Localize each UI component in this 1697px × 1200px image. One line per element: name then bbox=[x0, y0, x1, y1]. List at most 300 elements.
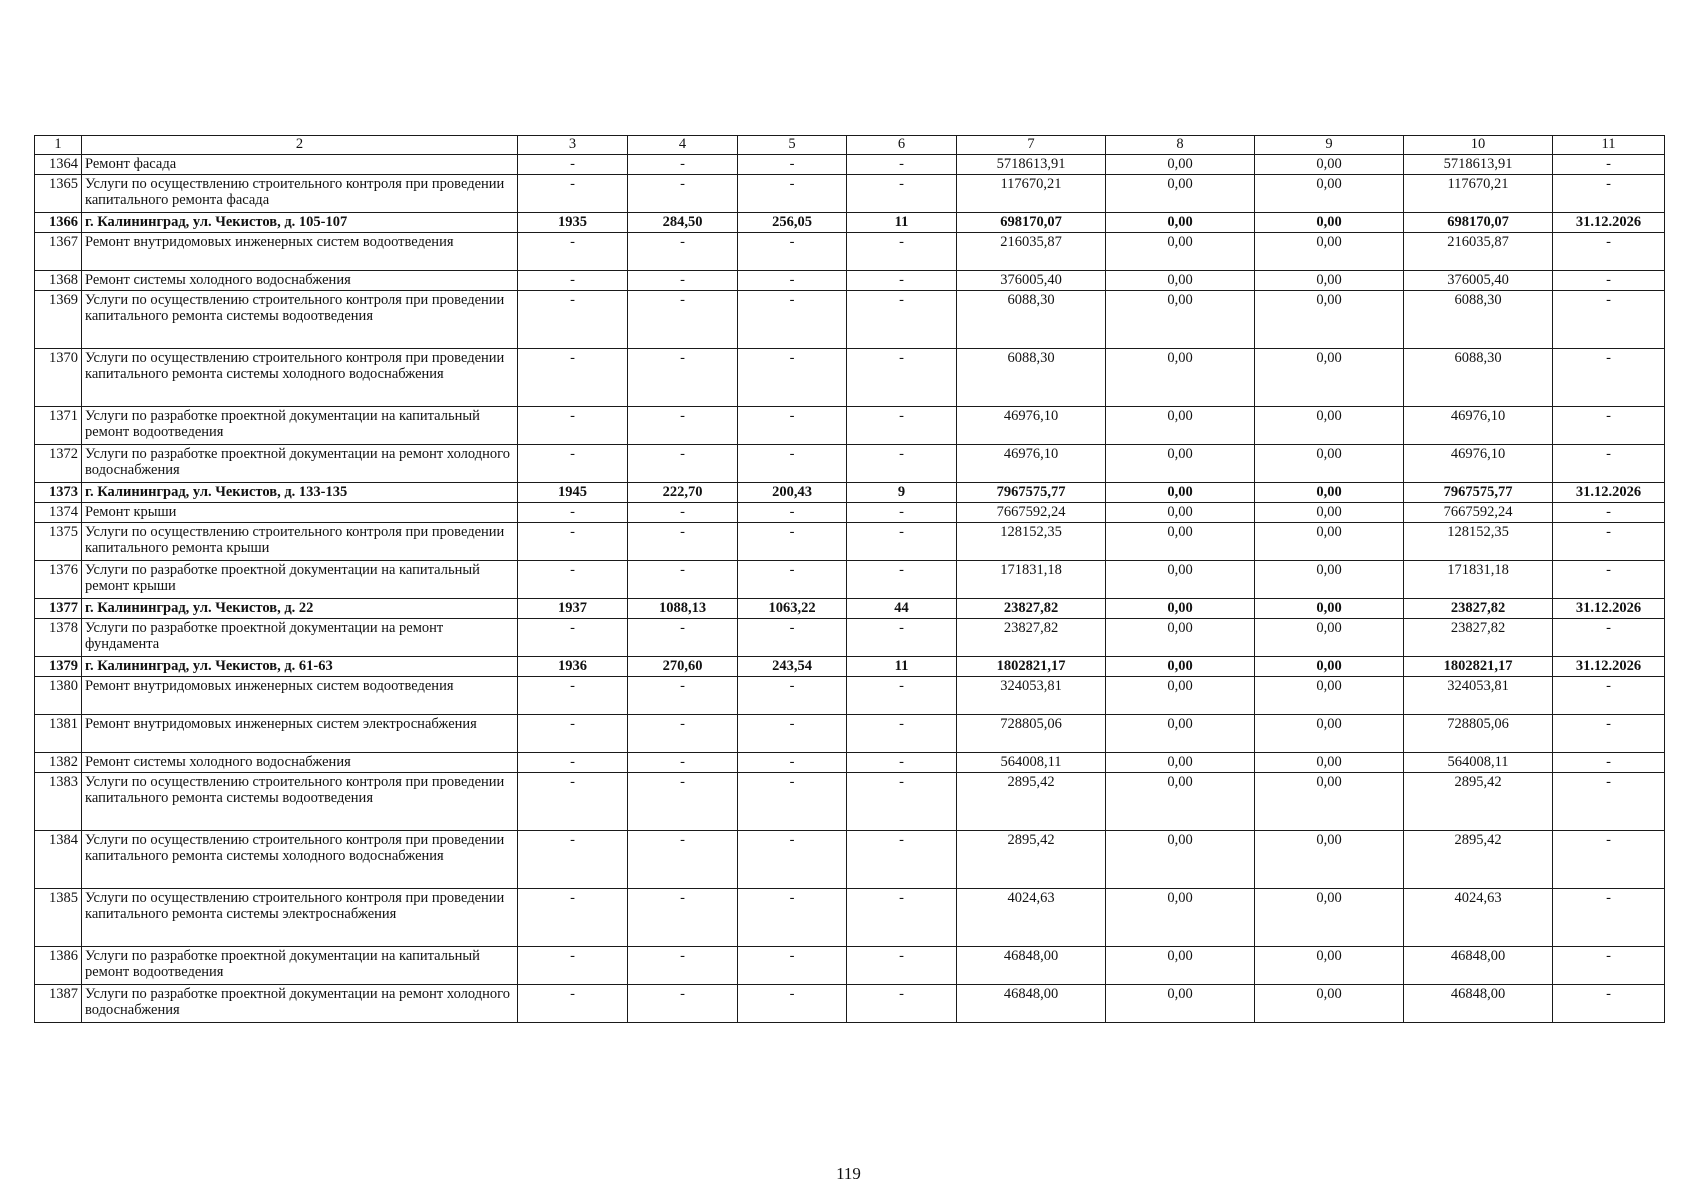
cost-col-8: 0,00 bbox=[1106, 503, 1255, 523]
cost-col-10: 171831,18 bbox=[1404, 561, 1553, 599]
work-item-row bbox=[35, 271, 1665, 291]
address-row bbox=[35, 483, 1665, 503]
cost-col-9: 0,00 bbox=[1255, 889, 1404, 947]
cost-col-9: 0,00 bbox=[1255, 349, 1404, 407]
cost-col-8: 0,00 bbox=[1106, 445, 1255, 483]
row-number: 1364 bbox=[35, 155, 82, 175]
living-area: - bbox=[738, 503, 847, 523]
year-built: - bbox=[518, 291, 628, 349]
row-number: 1379 bbox=[35, 657, 82, 677]
cost-col-8: 0,00 bbox=[1106, 483, 1255, 503]
cost-col-9: 0,00 bbox=[1255, 271, 1404, 291]
cost-col-8: 0,00 bbox=[1106, 889, 1255, 947]
row-number: 1385 bbox=[35, 889, 82, 947]
item-name: Услуги по осуществлению строительного контроля при проведении капитального ремонта системы электроснабжения bbox=[82, 889, 518, 947]
total-cost: 6088,30 bbox=[957, 349, 1106, 407]
total-cost: 5718613,91 bbox=[957, 155, 1106, 175]
column-number-header: 11 bbox=[1553, 136, 1665, 155]
year-built: - bbox=[518, 445, 628, 483]
column-number-header: 7 bbox=[957, 136, 1106, 155]
total-area: - bbox=[628, 233, 738, 271]
completion-date: 31.12.2026 bbox=[1553, 599, 1665, 619]
item-name: Услуги по осуществлению строительного контроля при проведении капитального ремонта крыши bbox=[82, 523, 518, 561]
residents-count: 44 bbox=[847, 599, 957, 619]
item-name: Услуги по разработке проектной документации на ремонт фундамента bbox=[82, 619, 518, 657]
year-built: 1945 bbox=[518, 483, 628, 503]
cost-col-8: 0,00 bbox=[1106, 773, 1255, 831]
residents-count: - bbox=[847, 271, 957, 291]
total-cost: 46976,10 bbox=[957, 445, 1106, 483]
year-built: - bbox=[518, 155, 628, 175]
residents-count: - bbox=[847, 773, 957, 831]
register-table bbox=[34, 135, 1665, 1023]
total-cost: 7667592,24 bbox=[957, 503, 1106, 523]
column-number-header: 1 bbox=[35, 136, 82, 155]
row-number: 1374 bbox=[35, 503, 82, 523]
total-cost: 7967575,77 bbox=[957, 483, 1106, 503]
item-name: Услуги по разработке проектной документации на капитальный ремонт водоотведения bbox=[82, 947, 518, 985]
year-built: - bbox=[518, 175, 628, 213]
completion-date: - bbox=[1553, 407, 1665, 445]
living-area: - bbox=[738, 175, 847, 213]
year-built: - bbox=[518, 503, 628, 523]
cost-col-8: 0,00 bbox=[1106, 271, 1255, 291]
completion-date: 31.12.2026 bbox=[1553, 657, 1665, 677]
residents-count: - bbox=[847, 291, 957, 349]
row-number: 1378 bbox=[35, 619, 82, 657]
cost-col-10: 7967575,77 bbox=[1404, 483, 1553, 503]
completion-date: - bbox=[1553, 271, 1665, 291]
cost-col-10: 46848,00 bbox=[1404, 985, 1553, 1023]
column-number-header: 3 bbox=[518, 136, 628, 155]
item-name: г. Калининград, ул. Чекистов, д. 61-63 bbox=[82, 657, 518, 677]
total-area: 270,60 bbox=[628, 657, 738, 677]
cost-col-9: 0,00 bbox=[1255, 619, 1404, 657]
cost-col-10: 46848,00 bbox=[1404, 947, 1553, 985]
completion-date: - bbox=[1553, 523, 1665, 561]
cost-col-10: 128152,35 bbox=[1404, 523, 1553, 561]
cost-col-8: 0,00 bbox=[1106, 175, 1255, 213]
work-item-row bbox=[35, 445, 1665, 483]
cost-col-10: 376005,40 bbox=[1404, 271, 1553, 291]
address-row bbox=[35, 657, 1665, 677]
completion-date: - bbox=[1553, 889, 1665, 947]
completion-date: - bbox=[1553, 831, 1665, 889]
year-built: - bbox=[518, 677, 628, 715]
completion-date: 31.12.2026 bbox=[1553, 213, 1665, 233]
total-cost: 698170,07 bbox=[957, 213, 1106, 233]
item-name: Услуги по разработке проектной документации на капитальный ремонт крыши bbox=[82, 561, 518, 599]
residents-count: - bbox=[847, 561, 957, 599]
item-name: Услуги по разработке проектной документации на ремонт холодного водоснабжения bbox=[82, 445, 518, 483]
total-area: - bbox=[628, 445, 738, 483]
item-name: Услуги по осуществлению строительного контроля при проведении капитального ремонта системы холодного водоснабжения bbox=[82, 831, 518, 889]
total-area: 222,70 bbox=[628, 483, 738, 503]
residents-count: - bbox=[847, 889, 957, 947]
total-area: - bbox=[628, 503, 738, 523]
work-item-row bbox=[35, 985, 1665, 1023]
total-area: - bbox=[628, 831, 738, 889]
living-area: - bbox=[738, 773, 847, 831]
living-area: - bbox=[738, 407, 847, 445]
work-item-row bbox=[35, 677, 1665, 715]
year-built: - bbox=[518, 561, 628, 599]
item-name: Ремонт внутридомовых инженерных систем электроснабжения bbox=[82, 715, 518, 753]
completion-date: - bbox=[1553, 985, 1665, 1023]
completion-date: - bbox=[1553, 561, 1665, 599]
living-area: - bbox=[738, 831, 847, 889]
residents-count: - bbox=[847, 155, 957, 175]
row-number: 1373 bbox=[35, 483, 82, 503]
cost-col-9: 0,00 bbox=[1255, 773, 1404, 831]
cost-col-10: 23827,82 bbox=[1404, 599, 1553, 619]
work-item-row bbox=[35, 889, 1665, 947]
completion-date: - bbox=[1553, 753, 1665, 773]
residents-count: - bbox=[847, 407, 957, 445]
living-area: 200,43 bbox=[738, 483, 847, 503]
page-number: 119 bbox=[836, 1164, 861, 1183]
cost-col-9: 0,00 bbox=[1255, 677, 1404, 715]
item-name: Услуги по осуществлению строительного контроля при проведении капитального ремонта системы холодного водоснабжения bbox=[82, 349, 518, 407]
column-number-header: 8 bbox=[1106, 136, 1255, 155]
living-area: - bbox=[738, 561, 847, 599]
item-name: Услуги по разработке проектной документации на капитальный ремонт водоотведения bbox=[82, 407, 518, 445]
cost-col-10: 2895,42 bbox=[1404, 831, 1553, 889]
total-cost: 46848,00 bbox=[957, 985, 1106, 1023]
total-area: 1088,13 bbox=[628, 599, 738, 619]
year-built: - bbox=[518, 349, 628, 407]
total-cost: 564008,11 bbox=[957, 753, 1106, 773]
row-number: 1384 bbox=[35, 831, 82, 889]
work-item-row bbox=[35, 349, 1665, 407]
row-number: 1375 bbox=[35, 523, 82, 561]
residents-count: - bbox=[847, 947, 957, 985]
cost-col-9: 0,00 bbox=[1255, 985, 1404, 1023]
total-area: 284,50 bbox=[628, 213, 738, 233]
living-area: - bbox=[738, 715, 847, 753]
row-number: 1365 bbox=[35, 175, 82, 213]
cost-col-9: 0,00 bbox=[1255, 599, 1404, 619]
total-area: - bbox=[628, 175, 738, 213]
work-item-row bbox=[35, 561, 1665, 599]
year-built: - bbox=[518, 889, 628, 947]
cost-col-9: 0,00 bbox=[1255, 715, 1404, 753]
completion-date: - bbox=[1553, 503, 1665, 523]
total-cost: 2895,42 bbox=[957, 831, 1106, 889]
cost-col-10: 6088,30 bbox=[1404, 349, 1553, 407]
total-area: - bbox=[628, 407, 738, 445]
cost-col-9: 0,00 bbox=[1255, 175, 1404, 213]
row-number: 1371 bbox=[35, 407, 82, 445]
address-row bbox=[35, 213, 1665, 233]
cost-col-8: 0,00 bbox=[1106, 155, 1255, 175]
year-built: 1935 bbox=[518, 213, 628, 233]
column-number-header: 9 bbox=[1255, 136, 1404, 155]
cost-col-8: 0,00 bbox=[1106, 619, 1255, 657]
living-area: - bbox=[738, 523, 847, 561]
total-area: - bbox=[628, 715, 738, 753]
cost-col-9: 0,00 bbox=[1255, 503, 1404, 523]
item-name: Ремонт внутридомовых инженерных систем водоотведения bbox=[82, 677, 518, 715]
residents-count: - bbox=[847, 985, 957, 1023]
total-cost: 23827,82 bbox=[957, 619, 1106, 657]
total-area: - bbox=[628, 523, 738, 561]
residents-count: - bbox=[847, 831, 957, 889]
cost-col-8: 0,00 bbox=[1106, 561, 1255, 599]
cost-col-9: 0,00 bbox=[1255, 831, 1404, 889]
cost-col-10: 324053,81 bbox=[1404, 677, 1553, 715]
cost-col-10: 23827,82 bbox=[1404, 619, 1553, 657]
item-name: Ремонт системы холодного водоснабжения bbox=[82, 271, 518, 291]
work-item-row bbox=[35, 503, 1665, 523]
residents-count: - bbox=[847, 715, 957, 753]
living-area: - bbox=[738, 753, 847, 773]
row-number: 1387 bbox=[35, 985, 82, 1023]
row-number: 1377 bbox=[35, 599, 82, 619]
year-built: - bbox=[518, 753, 628, 773]
cost-col-10: 4024,63 bbox=[1404, 889, 1553, 947]
cost-col-9: 0,00 bbox=[1255, 947, 1404, 985]
column-number-header: 2 bbox=[82, 136, 518, 155]
item-name: Услуги по осуществлению строительного контроля при проведении капитального ремонта системы водоотведения bbox=[82, 773, 518, 831]
cost-col-9: 0,00 bbox=[1255, 291, 1404, 349]
completion-date: - bbox=[1553, 175, 1665, 213]
living-area: - bbox=[738, 677, 847, 715]
year-built: 1936 bbox=[518, 657, 628, 677]
cost-col-8: 0,00 bbox=[1106, 831, 1255, 889]
work-item-row bbox=[35, 715, 1665, 753]
cost-col-8: 0,00 bbox=[1106, 715, 1255, 753]
row-number: 1386 bbox=[35, 947, 82, 985]
cost-col-10: 5718613,91 bbox=[1404, 155, 1553, 175]
total-area: - bbox=[628, 271, 738, 291]
cost-col-10: 46976,10 bbox=[1404, 445, 1553, 483]
living-area: 256,05 bbox=[738, 213, 847, 233]
completion-date: - bbox=[1553, 233, 1665, 271]
year-built: - bbox=[518, 233, 628, 271]
cost-col-9: 0,00 bbox=[1255, 561, 1404, 599]
cost-col-8: 0,00 bbox=[1106, 407, 1255, 445]
living-area: 243,54 bbox=[738, 657, 847, 677]
residents-count: - bbox=[847, 523, 957, 561]
row-number: 1376 bbox=[35, 561, 82, 599]
work-item-row bbox=[35, 233, 1665, 271]
row-number: 1366 bbox=[35, 213, 82, 233]
work-item-row bbox=[35, 831, 1665, 889]
total-area: - bbox=[628, 947, 738, 985]
total-cost: 171831,18 bbox=[957, 561, 1106, 599]
cost-col-9: 0,00 bbox=[1255, 233, 1404, 271]
row-number: 1368 bbox=[35, 271, 82, 291]
total-cost: 46976,10 bbox=[957, 407, 1106, 445]
cost-col-9: 0,00 bbox=[1255, 155, 1404, 175]
column-number-header: 5 bbox=[738, 136, 847, 155]
cost-col-8: 0,00 bbox=[1106, 985, 1255, 1023]
column-number-header: 6 bbox=[847, 136, 957, 155]
living-area: - bbox=[738, 155, 847, 175]
year-built: - bbox=[518, 773, 628, 831]
total-area: - bbox=[628, 677, 738, 715]
row-number: 1381 bbox=[35, 715, 82, 753]
cost-col-8: 0,00 bbox=[1106, 291, 1255, 349]
item-name: г. Калининград, ул. Чекистов, д. 22 bbox=[82, 599, 518, 619]
total-cost: 1802821,17 bbox=[957, 657, 1106, 677]
total-cost: 2895,42 bbox=[957, 773, 1106, 831]
cost-col-10: 698170,07 bbox=[1404, 213, 1553, 233]
cost-col-9: 0,00 bbox=[1255, 483, 1404, 503]
completion-date: - bbox=[1553, 773, 1665, 831]
total-cost: 117670,21 bbox=[957, 175, 1106, 213]
cost-col-8: 0,00 bbox=[1106, 947, 1255, 985]
living-area: - bbox=[738, 619, 847, 657]
cost-col-10: 7667592,24 bbox=[1404, 503, 1553, 523]
work-item-row bbox=[35, 947, 1665, 985]
year-built: - bbox=[518, 523, 628, 561]
column-number-header-row bbox=[35, 136, 1665, 155]
cost-col-9: 0,00 bbox=[1255, 657, 1404, 677]
cost-col-10: 216035,87 bbox=[1404, 233, 1553, 271]
column-number-header: 4 bbox=[628, 136, 738, 155]
completion-date: 31.12.2026 bbox=[1553, 483, 1665, 503]
residents-count: 11 bbox=[847, 213, 957, 233]
year-built: - bbox=[518, 947, 628, 985]
residents-count: - bbox=[847, 445, 957, 483]
residents-count: - bbox=[847, 233, 957, 271]
total-cost: 46848,00 bbox=[957, 947, 1106, 985]
row-number: 1382 bbox=[35, 753, 82, 773]
row-number: 1370 bbox=[35, 349, 82, 407]
residents-count: - bbox=[847, 175, 957, 213]
living-area: - bbox=[738, 271, 847, 291]
cost-col-10: 46976,10 bbox=[1404, 407, 1553, 445]
total-area: - bbox=[628, 291, 738, 349]
cost-col-9: 0,00 bbox=[1255, 213, 1404, 233]
cost-col-8: 0,00 bbox=[1106, 677, 1255, 715]
residents-count: 11 bbox=[847, 657, 957, 677]
work-item-row bbox=[35, 753, 1665, 773]
total-cost: 4024,63 bbox=[957, 889, 1106, 947]
year-built: - bbox=[518, 407, 628, 445]
row-number: 1372 bbox=[35, 445, 82, 483]
cost-col-9: 0,00 bbox=[1255, 753, 1404, 773]
cost-col-8: 0,00 bbox=[1106, 753, 1255, 773]
item-name: Ремонт фасада bbox=[82, 155, 518, 175]
living-area: - bbox=[738, 445, 847, 483]
total-cost: 6088,30 bbox=[957, 291, 1106, 349]
cost-col-10: 117670,21 bbox=[1404, 175, 1553, 213]
total-cost: 324053,81 bbox=[957, 677, 1106, 715]
total-cost: 376005,40 bbox=[957, 271, 1106, 291]
total-cost: 216035,87 bbox=[957, 233, 1106, 271]
row-number: 1380 bbox=[35, 677, 82, 715]
year-built: - bbox=[518, 831, 628, 889]
item-name: г. Калининград, ул. Чекистов, д. 133-135 bbox=[82, 483, 518, 503]
residents-count: - bbox=[847, 349, 957, 407]
item-name: Ремонт крыши bbox=[82, 503, 518, 523]
item-name: Ремонт системы холодного водоснабжения bbox=[82, 753, 518, 773]
total-area: - bbox=[628, 561, 738, 599]
cost-col-8: 0,00 bbox=[1106, 523, 1255, 561]
row-number: 1369 bbox=[35, 291, 82, 349]
work-item-row bbox=[35, 407, 1665, 445]
item-name: Услуги по осуществлению строительного контроля при проведении капитального ремонта фасада bbox=[82, 175, 518, 213]
cost-col-8: 0,00 bbox=[1106, 599, 1255, 619]
work-item-row bbox=[35, 175, 1665, 213]
completion-date: - bbox=[1553, 715, 1665, 753]
year-built: - bbox=[518, 985, 628, 1023]
completion-date: - bbox=[1553, 445, 1665, 483]
year-built: - bbox=[518, 271, 628, 291]
total-area: - bbox=[628, 985, 738, 1023]
item-name: Ремонт внутридомовых инженерных систем водоотведения bbox=[82, 233, 518, 271]
total-cost: 728805,06 bbox=[957, 715, 1106, 753]
living-area: - bbox=[738, 233, 847, 271]
year-built: 1937 bbox=[518, 599, 628, 619]
cost-col-10: 564008,11 bbox=[1404, 753, 1553, 773]
total-cost: 128152,35 bbox=[957, 523, 1106, 561]
total-area: - bbox=[628, 619, 738, 657]
cost-col-10: 728805,06 bbox=[1404, 715, 1553, 753]
residents-count: - bbox=[847, 677, 957, 715]
cost-col-9: 0,00 bbox=[1255, 523, 1404, 561]
work-item-row bbox=[35, 619, 1665, 657]
living-area: - bbox=[738, 947, 847, 985]
residents-count: 9 bbox=[847, 483, 957, 503]
completion-date: - bbox=[1553, 349, 1665, 407]
year-built: - bbox=[518, 619, 628, 657]
cost-col-10: 1802821,17 bbox=[1404, 657, 1553, 677]
cost-col-10: 2895,42 bbox=[1404, 773, 1553, 831]
column-number-header: 10 bbox=[1404, 136, 1553, 155]
item-name: г. Калининград, ул. Чекистов, д. 105-107 bbox=[82, 213, 518, 233]
item-name: Услуги по осуществлению строительного контроля при проведении капитального ремонта системы водоотведения bbox=[82, 291, 518, 349]
address-row bbox=[35, 599, 1665, 619]
cost-col-8: 0,00 bbox=[1106, 233, 1255, 271]
work-item-row bbox=[35, 291, 1665, 349]
cost-col-8: 0,00 bbox=[1106, 349, 1255, 407]
work-item-row bbox=[35, 155, 1665, 175]
total-cost: 23827,82 bbox=[957, 599, 1106, 619]
completion-date: - bbox=[1553, 619, 1665, 657]
total-area: - bbox=[628, 773, 738, 831]
total-area: - bbox=[628, 349, 738, 407]
cost-col-8: 0,00 bbox=[1106, 657, 1255, 677]
completion-date: - bbox=[1553, 155, 1665, 175]
total-area: - bbox=[628, 889, 738, 947]
living-area: - bbox=[738, 985, 847, 1023]
residents-count: - bbox=[847, 753, 957, 773]
work-item-row bbox=[35, 523, 1665, 561]
living-area: 1063,22 bbox=[738, 599, 847, 619]
cost-col-9: 0,00 bbox=[1255, 445, 1404, 483]
cost-col-9: 0,00 bbox=[1255, 407, 1404, 445]
completion-date: - bbox=[1553, 291, 1665, 349]
item-name: Услуги по разработке проектной документации на ремонт холодного водоснабжения bbox=[82, 985, 518, 1023]
living-area: - bbox=[738, 291, 847, 349]
residents-count: - bbox=[847, 503, 957, 523]
residents-count: - bbox=[847, 619, 957, 657]
cost-col-10: 6088,30 bbox=[1404, 291, 1553, 349]
work-item-row bbox=[35, 773, 1665, 831]
year-built: - bbox=[518, 715, 628, 753]
completion-date: - bbox=[1553, 677, 1665, 715]
living-area: - bbox=[738, 889, 847, 947]
row-number: 1383 bbox=[35, 773, 82, 831]
total-area: - bbox=[628, 155, 738, 175]
living-area: - bbox=[738, 349, 847, 407]
register-table-container bbox=[34, 135, 1664, 1023]
total-area: - bbox=[628, 753, 738, 773]
